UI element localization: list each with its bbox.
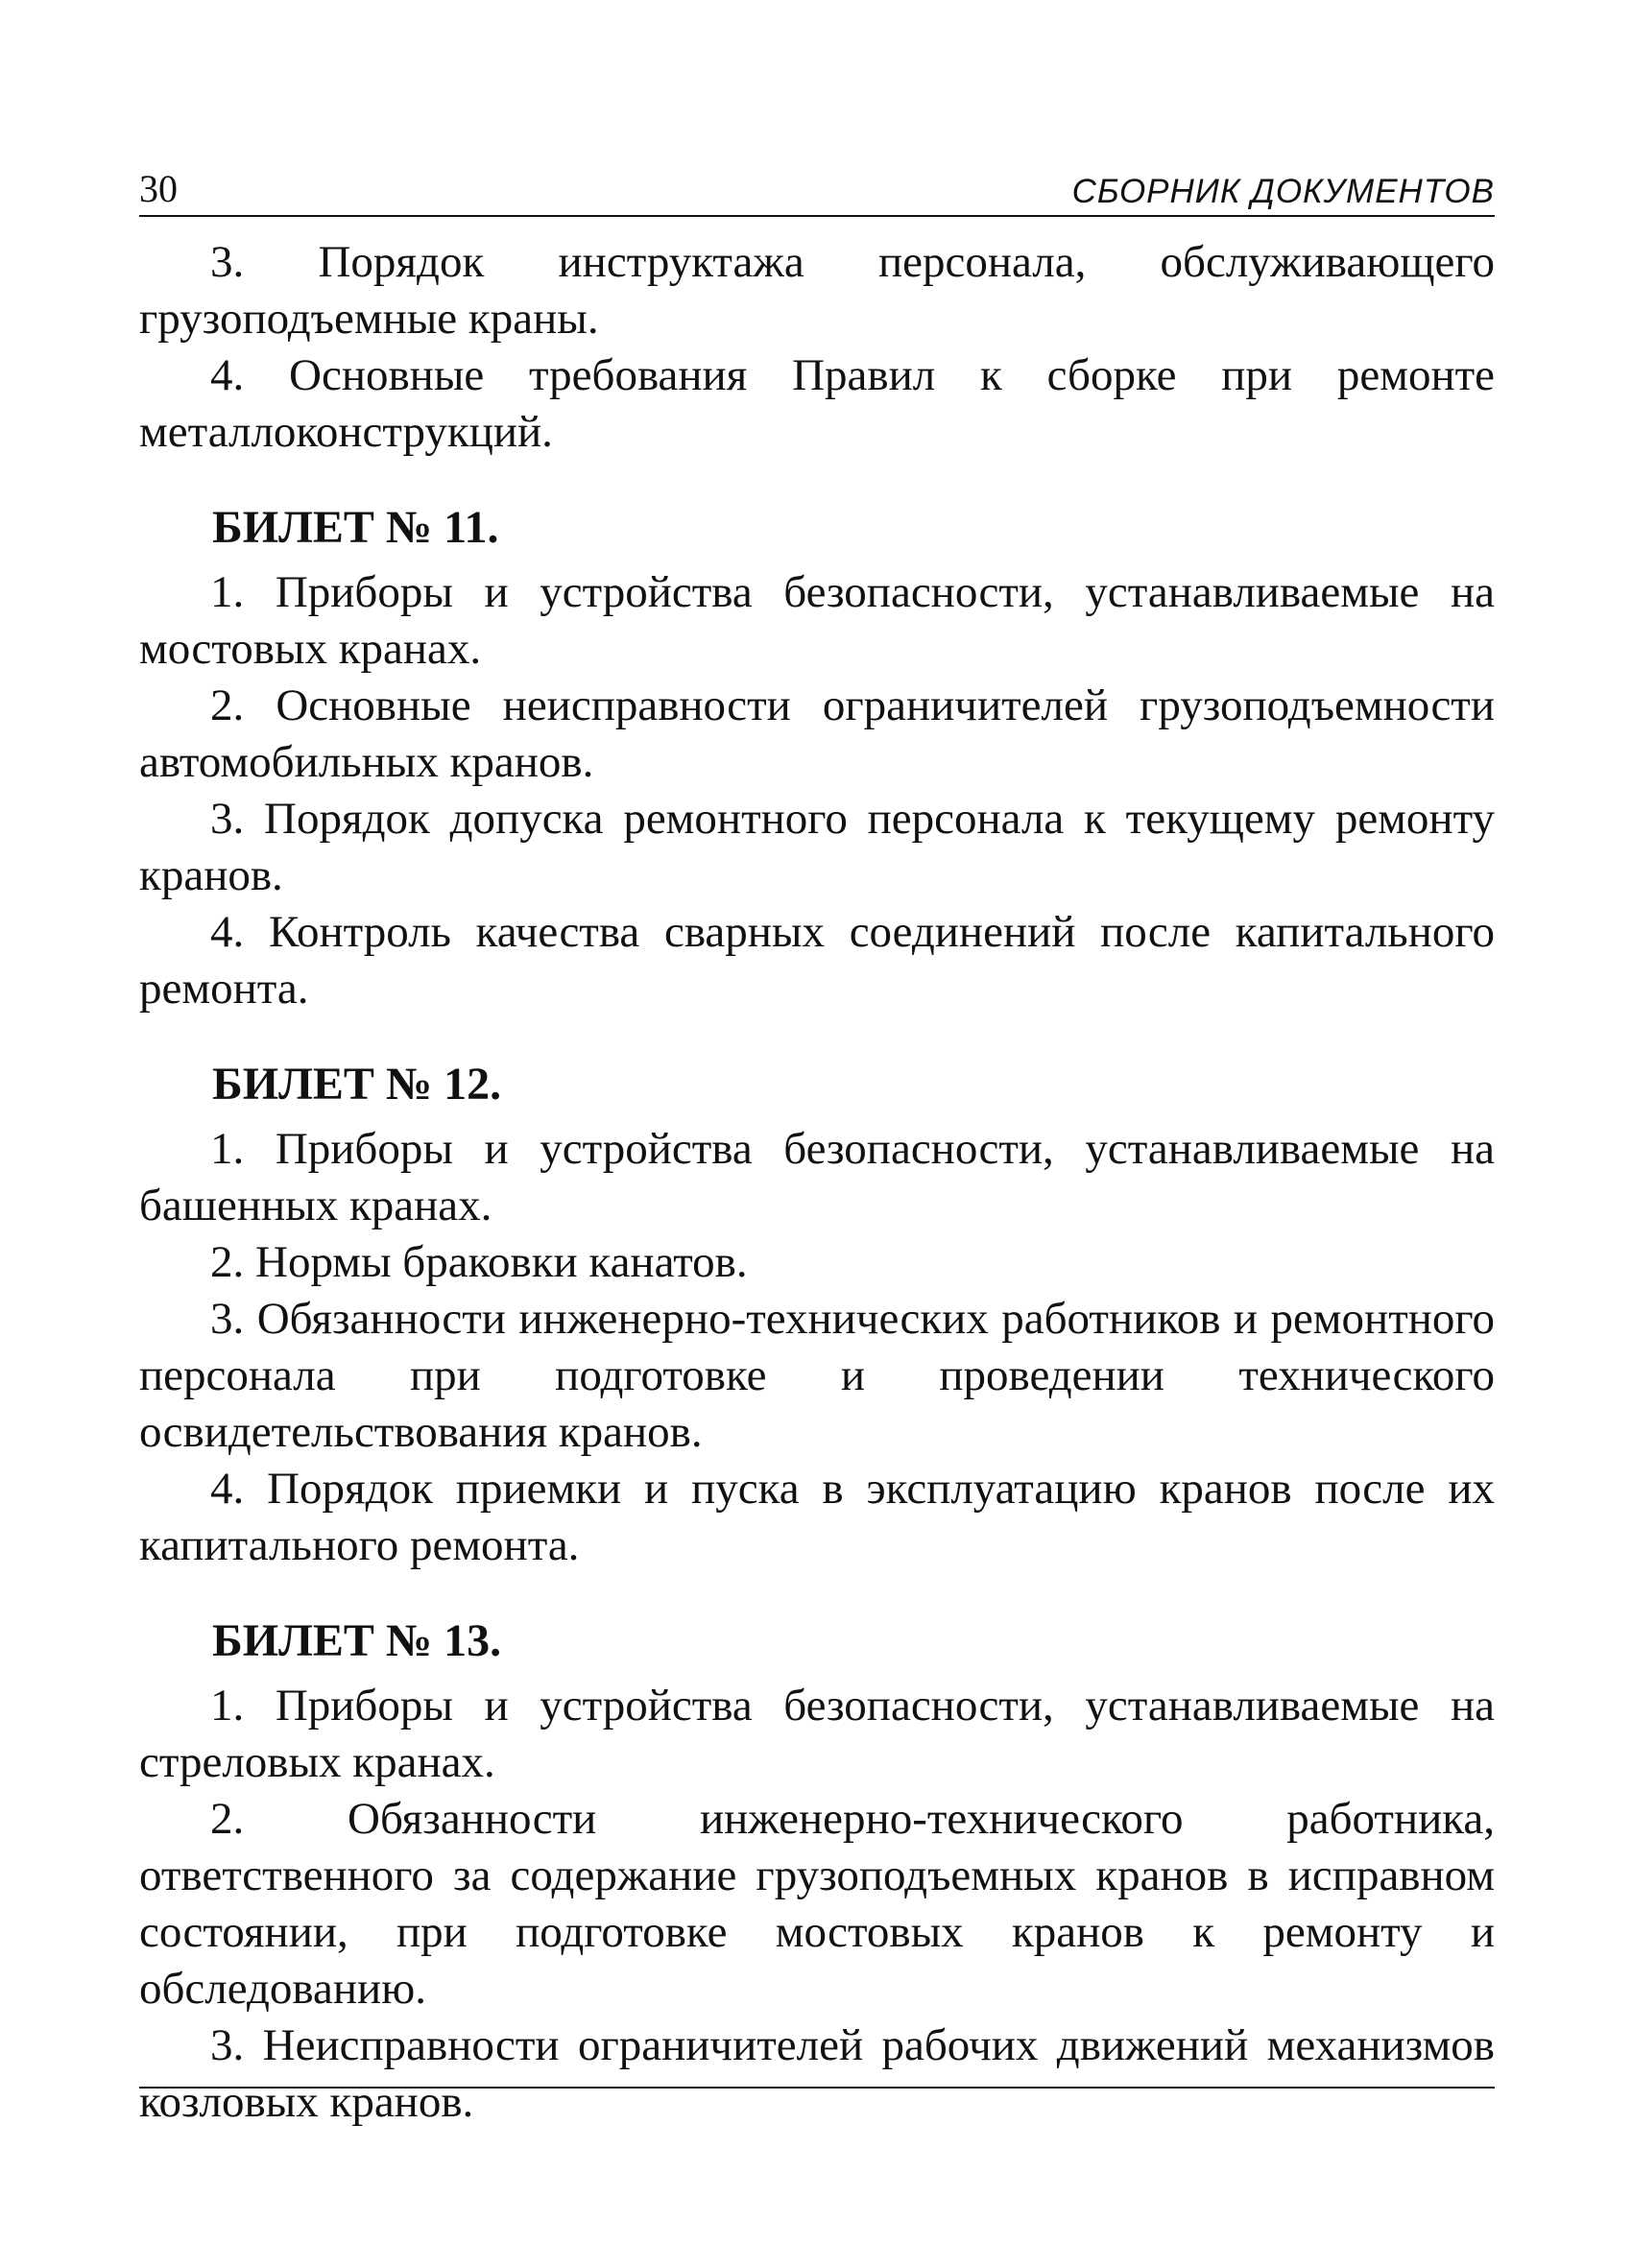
list-item: 1. Приборы и устройства безопасности, устанавливаемые на стреловых кранах. (139, 1681, 1495, 1787)
list-item: 3. Порядок допуска ремонтного персонала к текущему ремонту кранов. (139, 794, 1495, 900)
list-item: 3. Неисправности ограничителей рабочих движений механизмов козловых кранов. (139, 2020, 1495, 2127)
list-item: 2. Обязанности инженерно-технического работника, ответственного за содержание грузоподъемных кранов в исправном состоянии, при подготовке мостовых кранов к ремонту и обследованию. (139, 1794, 1495, 2014)
list-item: 1. Приборы и устройства безопасности, устанавливаемые на башенных кранах. (139, 1124, 1495, 1230)
list-item: 3. Обязанности инженерно-технических работников и ремонтного персонала при подготовке и проведении технического освидетельствования кранов. (139, 1294, 1495, 1457)
page-content (139, 234, 1495, 2131)
list-item: 4. Контроль качества сварных соединений после капитального ремонта. (139, 907, 1495, 1014)
ticket-13 (139, 1612, 1495, 2131)
list-item: 2. Основные неисправности ограничителей грузоподъемности автомобильных кранов. (139, 680, 1495, 787)
list-item: 3. Порядок инструктажа персонала, обслуживающего грузоподъемные краны. (139, 237, 1495, 344)
page-header (139, 163, 1495, 217)
ticket-title: БИЛЕТ № 12. (212, 1059, 502, 1110)
running-title: СБОРНИК ДОКУМЕНТОВ (1071, 173, 1495, 210)
list-item: 4. Порядок приемки и пуска в эксплуатацию кранов после их капитального ремонта. (139, 1464, 1495, 1570)
ticket-12 (139, 1056, 1495, 1574)
list-item: 4. Основные требования Правил к сборке при ремонте металлоконструкций. (139, 350, 1495, 457)
page-number: 30 (139, 167, 178, 210)
list-item: 1. Приборы и устройства безопасности, устанавливаемые на мостовых кранах. (139, 567, 1495, 674)
ticket-title: БИЛЕТ № 13. (212, 1615, 502, 1666)
document-page (139, 163, 1495, 2131)
ticket-11 (139, 499, 1495, 1017)
ticket-title: БИЛЕТ № 11. (212, 502, 499, 553)
list-item: 2. Нормы браковки канатов. (210, 1237, 748, 1287)
footer-rule (139, 2087, 1495, 2089)
